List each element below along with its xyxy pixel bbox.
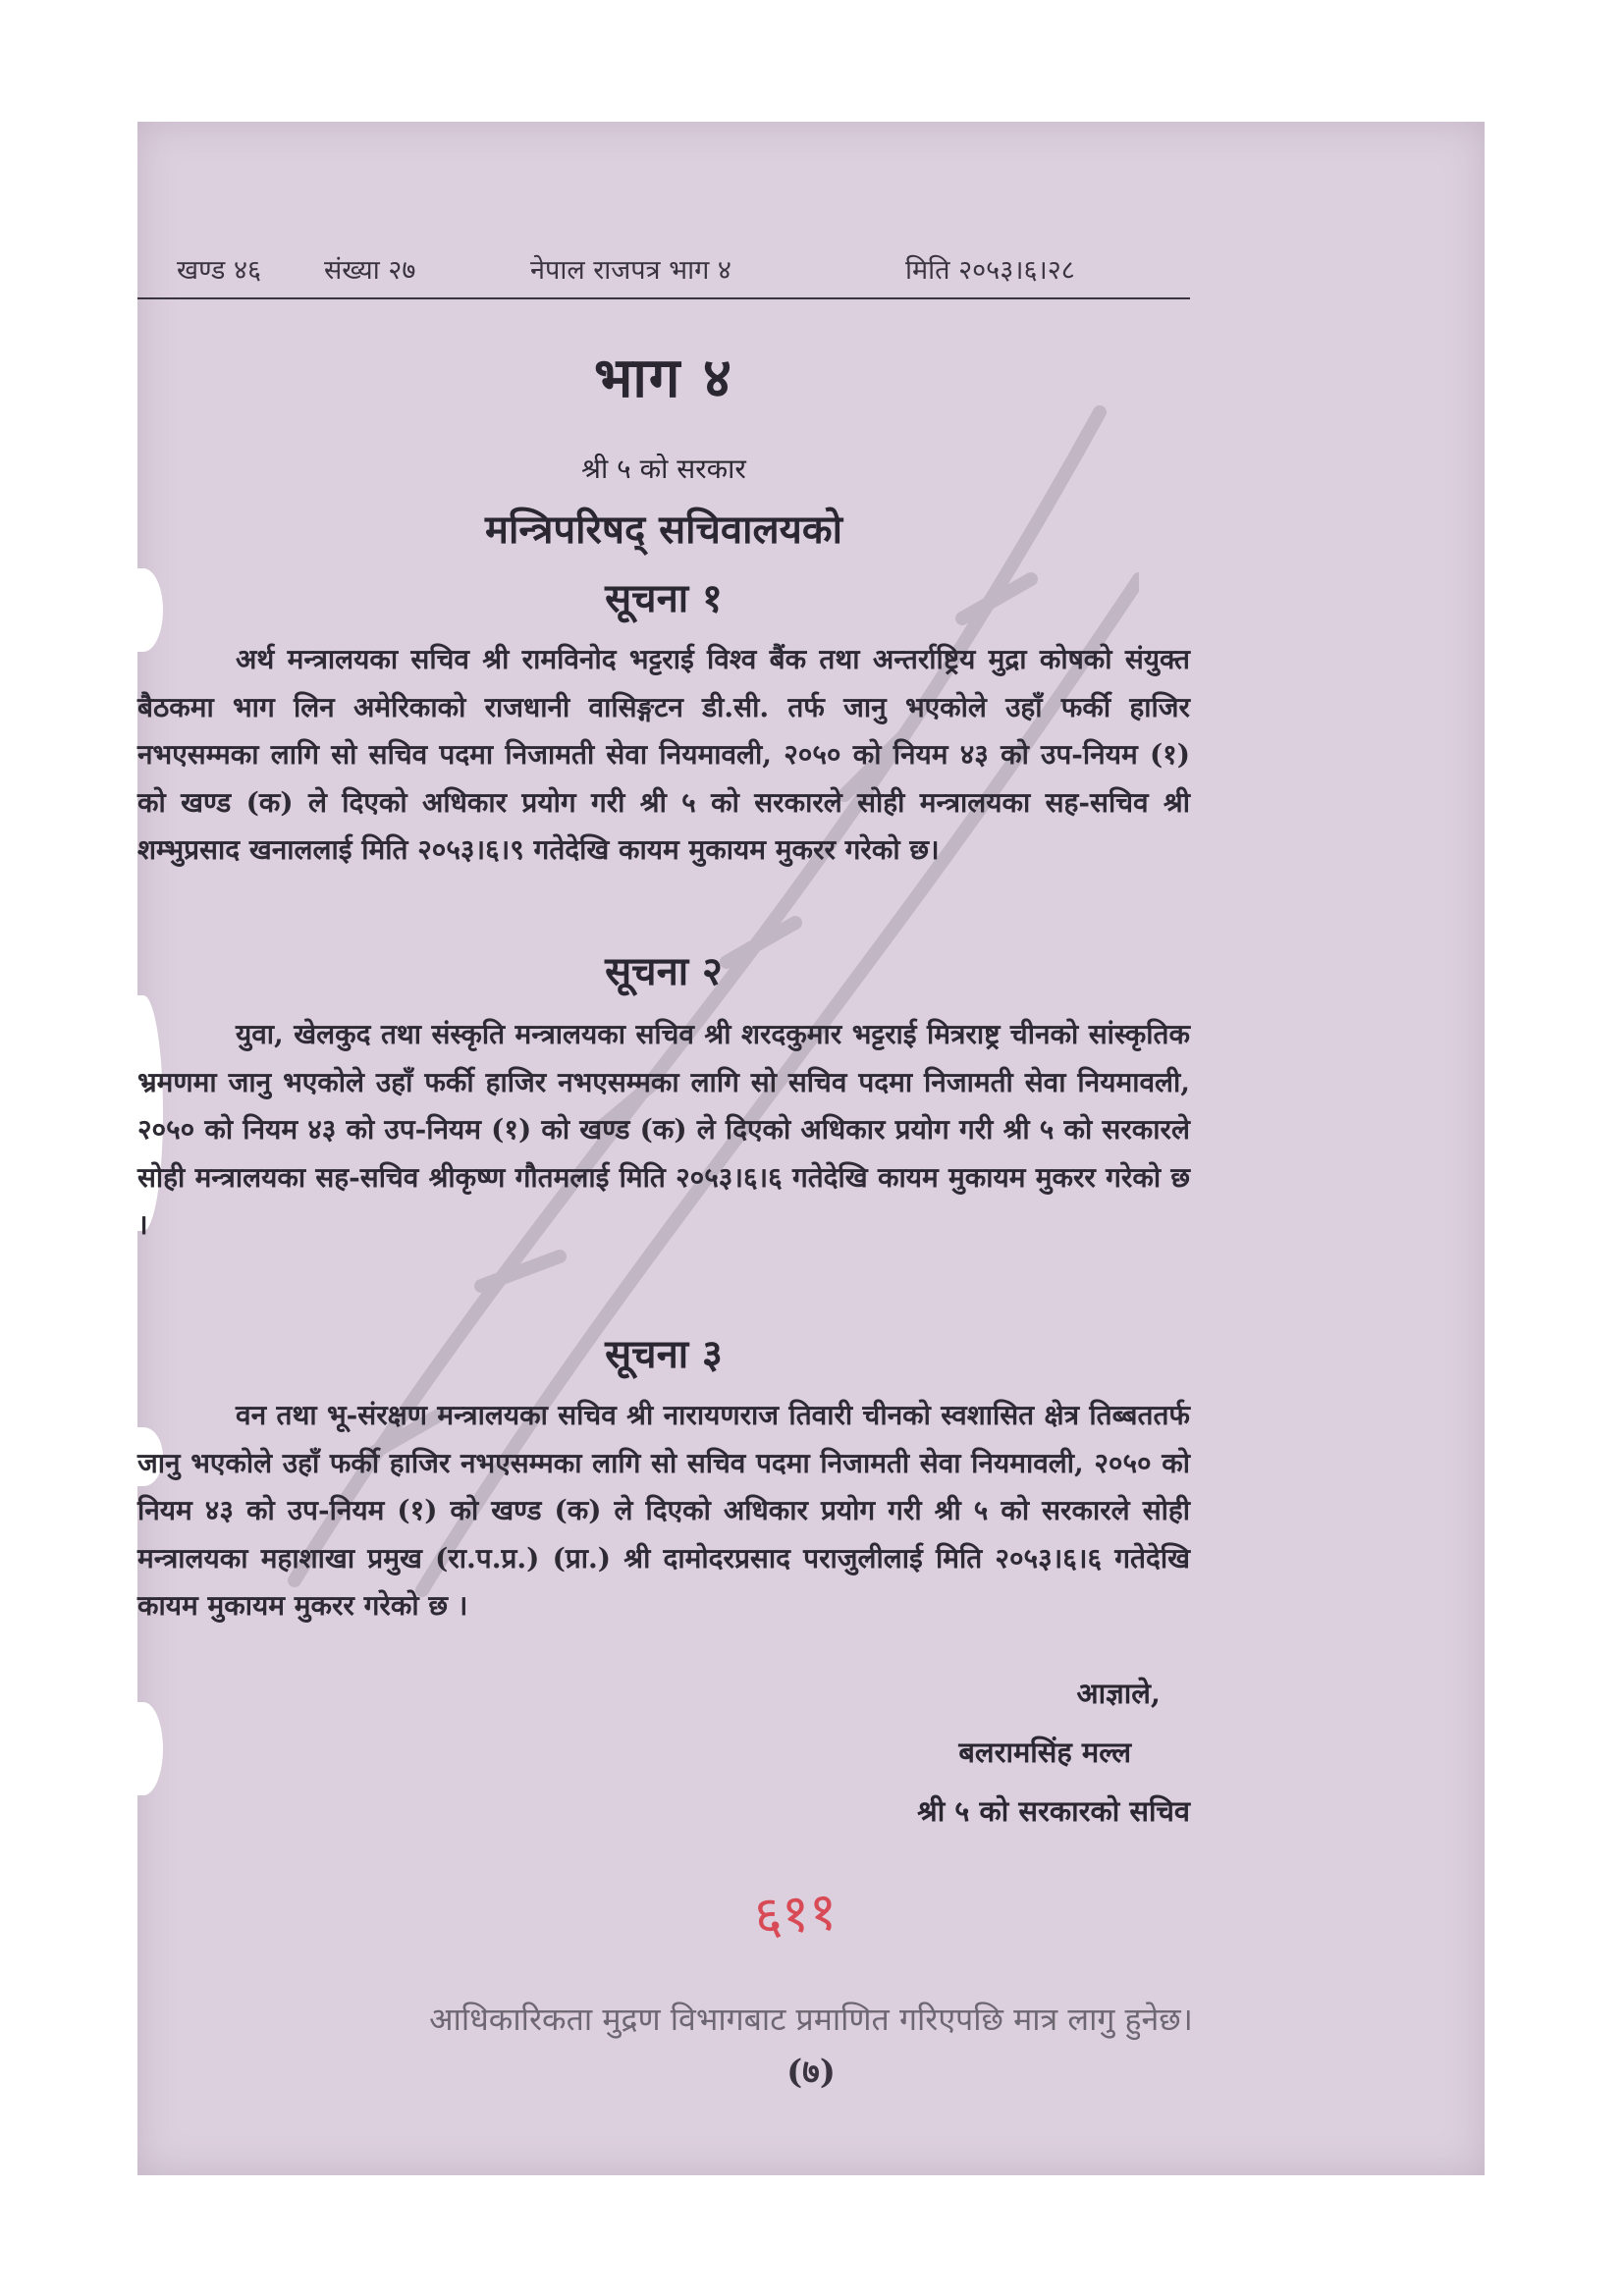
torn-edge — [124, 1702, 163, 1795]
header-divider — [137, 297, 1190, 299]
issue-number: संख्या २७ — [324, 255, 416, 286]
gazette-name: नेपाल राजपत्र भाग ४ — [530, 255, 731, 286]
notice-title: सूचना १ — [605, 575, 723, 621]
gazette-header — [137, 250, 1188, 290]
signature-block — [917, 1674, 1190, 1841]
part-title: भाग ४ — [593, 346, 734, 410]
government-heading: श्री ५ को सरकार — [581, 453, 746, 485]
signatory-designation: श्री ५ को सरकारको सचिव — [917, 1794, 1190, 1828]
handwritten-page-number: ६११ — [752, 1880, 839, 1948]
footer-note: आधिकारिकता मुद्रण विभागबाट प्रमाणित गरिएपछि मात्र लागु हुनेछ। — [429, 2001, 1193, 2038]
ministry-heading: मन्त्रिपरिषद् सचिवालयको — [485, 507, 842, 553]
notice-body: वन तथा भू-संरक्षण मन्त्रालयका सचिव श्री नारायणराज तिवारी चीनको स्वशासित क्षेत्र तिब्बततर्फ जानु भएकोले उहाँ फर्की हाजिर नभएसम्मका लागि सो सचिव पदमा निजामती सेवा नियमावली, २०५० को नियम ४३ को उप-नियम (१) को खण्ड (क) ले दिएको अधिकार प्रयोग गरी श्री ५ को सरकारले सोही मन्त्रालयका महाशाखा प्रमुख (रा.प.प्र.) (प्रा.) श्री दामोदरप्रसाद पराजुलीलाई मिति २०५३।६।६ गतेदेखि कायम मुकायम मुकरर गरेको छ । — [137, 1399, 1190, 1623]
notice-title: सूचना ३ — [605, 1331, 723, 1377]
page-number: (७) — [786, 2053, 836, 2092]
signatory-name: बलरामसिंह मल्ल — [958, 1735, 1131, 1769]
gazette-date: मिति २०५३।६।२८ — [905, 255, 1075, 286]
volume-number: खण्ड ४६ — [177, 255, 262, 286]
notice-title: सूचना २ — [605, 948, 723, 994]
notice-body: अर्थ मन्त्रालयका सचिव श्री रामविनोद भट्टराई विश्व बैंक तथा अन्तर्राष्ट्रिय मुद्रा कोषको संयुक्त बैठकमा भाग लिन अमेरिकाको राजधानी वासिङ्गटन डी.सी. तर्फ जानु भएकोले उहाँ फर्की हाजिर नभएसम्मका लागि सो सचिव पदमा निजामती सेवा नियमावली, २०५० को नियम ४३ को उप-नियम (१) को खण्ड (क) ले दिएको अधिकार प्रयोग गरी श्री ५ को सरकारले सोही मन्त्रालयका सह-सचिव श्री शम्भुप्रसाद खनाललाई मिति २०५३।६।९ गतेदेखि कायम मुकायम मुकरर गरेको छ। — [137, 643, 1190, 867]
by-order-label: आज्ञाले, — [1076, 1677, 1161, 1710]
notice-body: युवा, खेलकुद तथा संस्कृति मन्त्रालयका सचिव श्री शरदकुमार भट्टराई मित्रराष्ट्र चीनको सांस्कृतिक भ्रमणमा जानु भएकोले उहाँ फर्की हाजिर नभएसम्मका लागि सो सचिव पदमा निजामती सेवा नियमावली, २०५० को नियम ४३ को उप-नियम (१) को खण्ड (क) ले दिएको अधिकार प्रयोग गरी श्री ५ को सरकारले सोही मन्त्रालयका सह-सचिव श्रीकृष्ण गौतमलाई मिति २०५३।६।६ गतेदेखि कायम मुकायम मुकरर गरेको छ । — [137, 1018, 1190, 1242]
